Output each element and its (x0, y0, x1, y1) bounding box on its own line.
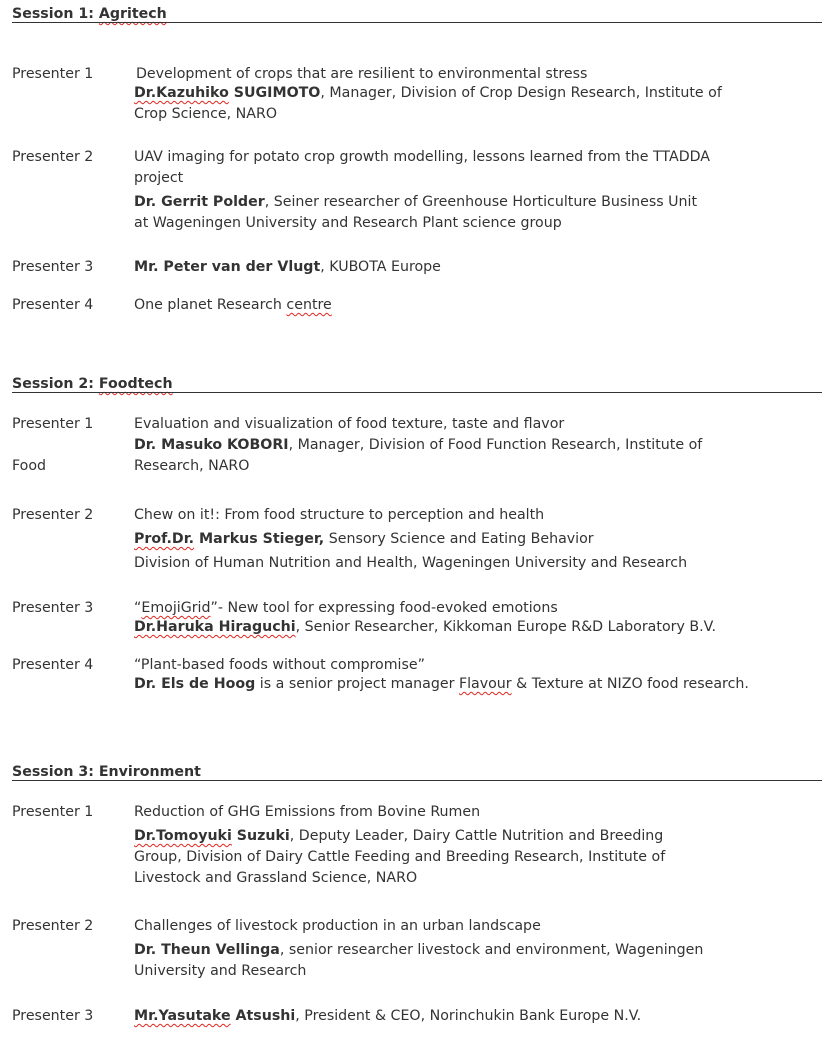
s1-p2-topic-1: UAV imaging for potato crop growth modelling, lessons learned from the TTADDA (134, 149, 711, 165)
s2-p3-topic-a: “ (134, 600, 142, 616)
s3-p1-label: Presenter 1 (12, 804, 94, 820)
s2-p3-topic-b: EmojiGrid (141, 600, 211, 616)
s1-p1-name-b: SUGIMOTO (228, 85, 321, 101)
s2-p1-name: Dr. Masuko KOBORI (134, 437, 289, 453)
s2-p4-topic: “Plant-based foods without compromise” (134, 657, 425, 673)
s2-p2-role-2: Division of Human Nutrition and Health, Wageningen University and Research (134, 555, 688, 571)
s2-p4-role-c: & Texture at NIZO food research. (511, 676, 749, 692)
s3-p1-name-b: Suzuki (231, 828, 290, 844)
s2-p1-role-2: Research, NARO (134, 458, 250, 474)
s3-p3-role: , President & CEO, Norinchukin Bank Europe N.V. (295, 1008, 642, 1024)
s1-p4-label: Presenter 4 (12, 297, 94, 313)
s1-p3-name: Mr. Peter van der Vlugt (134, 259, 321, 275)
s2-p4-name-line (134, 676, 749, 692)
session-3-heading: Session 3: Environment (12, 764, 201, 780)
s2-p1-topic: Evaluation and visualization of food texture, taste and flavor (134, 416, 565, 432)
s1-p2-name: Dr. Gerrit Polder (134, 194, 265, 210)
s2-p4-role-a: is a senior project manager (255, 676, 459, 692)
s2-p1-role-1: , Manager, Division of Food Function Research, Institute of (288, 437, 703, 453)
s1-p4-text (134, 297, 332, 313)
s1-p2-role-2: at Wageningen University and Research Plant science group (134, 215, 562, 231)
s2-p4-role-b: Flavour (458, 676, 512, 692)
s3-p1-name-a: Dr.Tomoyuki (134, 828, 232, 844)
s1-p1-name-a: Dr.Kazuhiko (134, 85, 229, 101)
s1-p3-name-line (134, 259, 441, 275)
s1-p1-role-2: Crop Science, NARO (134, 106, 277, 122)
s1-p1-role-1: , Manager, Division of Crop Design Research, Institute of (320, 85, 722, 101)
s2-p2-label: Presenter 2 (12, 507, 94, 523)
session-2-heading-name: Foodtech (98, 376, 173, 392)
session-1-heading-prefix: Session 1: (12, 6, 99, 22)
session-3-rule (12, 780, 822, 781)
s3-p2-role-1: , senior researcher livestock and environment, Wageningen (279, 942, 704, 958)
s3-p1-role-1: , Deputy Leader, Dairy Cattle Nutrition and Breeding (289, 828, 664, 844)
s2-p4-label: Presenter 4 (12, 657, 94, 673)
s3-p3-name-line (134, 1008, 641, 1024)
s3-p1-topic: Reduction of GHG Emissions from Bovine Rumen (134, 804, 481, 820)
session-1-heading-name: Agritech (98, 6, 167, 22)
s1-p4-text-a: One planet Research (134, 297, 287, 313)
s1-p2-name-line (134, 194, 697, 210)
s3-p1-role-2: Group, Division of Dairy Cattle Feeding and Breeding Research, Institute of (134, 849, 666, 865)
s1-p1-name-line (134, 85, 722, 101)
s2-p2-name-b: Markus Stieger, (194, 531, 325, 547)
session-1-heading (12, 6, 167, 22)
s2-p2-name-line (134, 531, 594, 547)
s1-p2-topic-2: project (134, 170, 184, 186)
s2-p3-topic (134, 600, 558, 616)
s3-p3-name-a: Mr.Yasutake (134, 1008, 231, 1024)
s2-p3-role: , Senior Researcher, Kikkoman Europe R&D Laboratory B.V. (295, 619, 716, 635)
s2-p2-name-a: Prof.Dr. (134, 531, 195, 547)
s3-p2-role-2: University and Research (134, 963, 307, 979)
s2-p2-topic: Chew on it!: From food structure to perception and health (134, 507, 545, 523)
s2-p1-name-line (134, 437, 702, 453)
s1-p2-role-1: , Seiner researcher of Greenhouse Horticulture Business Unit (264, 194, 698, 210)
s2-p4-name: Dr. Els de Hoog (134, 676, 256, 692)
s1-p3-role: , KUBOTA Europe (320, 259, 441, 275)
s3-p2-label: Presenter 2 (12, 918, 94, 934)
s1-p4-text-b: centre (286, 297, 332, 313)
s2-p3-name: Dr.Haruka Hiraguchi (134, 619, 296, 635)
s1-p2-label: Presenter 2 (12, 149, 94, 165)
s3-p3-label: Presenter 3 (12, 1008, 94, 1024)
session-2-heading-prefix: Session 2: (12, 376, 99, 392)
session-2-rule (12, 392, 822, 393)
s2-p3-topic-c: ”- New tool for expressing food-evoked emotions (210, 600, 558, 616)
s3-p2-topic: Challenges of livestock production in an urban landscape (134, 918, 541, 934)
s2-p1-label-2: Food (12, 458, 47, 474)
s1-p3-label: Presenter 3 (12, 259, 94, 275)
session-2-heading (12, 376, 173, 392)
s2-p2-role-1: Sensory Science and Eating Behavior (324, 531, 594, 547)
s1-p1-label: Presenter 1 (12, 66, 94, 82)
s2-p3-name-line (134, 619, 716, 635)
s2-p3-label: Presenter 3 (12, 600, 94, 616)
s3-p1-name-line (134, 828, 663, 844)
s3-p2-name-line (134, 942, 703, 958)
s3-p1-role-3: Livestock and Grassland Science, NARO (134, 870, 418, 886)
s2-p1-label: Presenter 1 (12, 416, 94, 432)
s1-p1-topic: Development of crops that are resilient to environmental stress (136, 66, 588, 82)
s3-p3-name-b: Atsushi (230, 1008, 296, 1024)
session-1-rule (12, 22, 822, 23)
s3-p2-name: Dr. Theun Vellinga (134, 942, 280, 958)
